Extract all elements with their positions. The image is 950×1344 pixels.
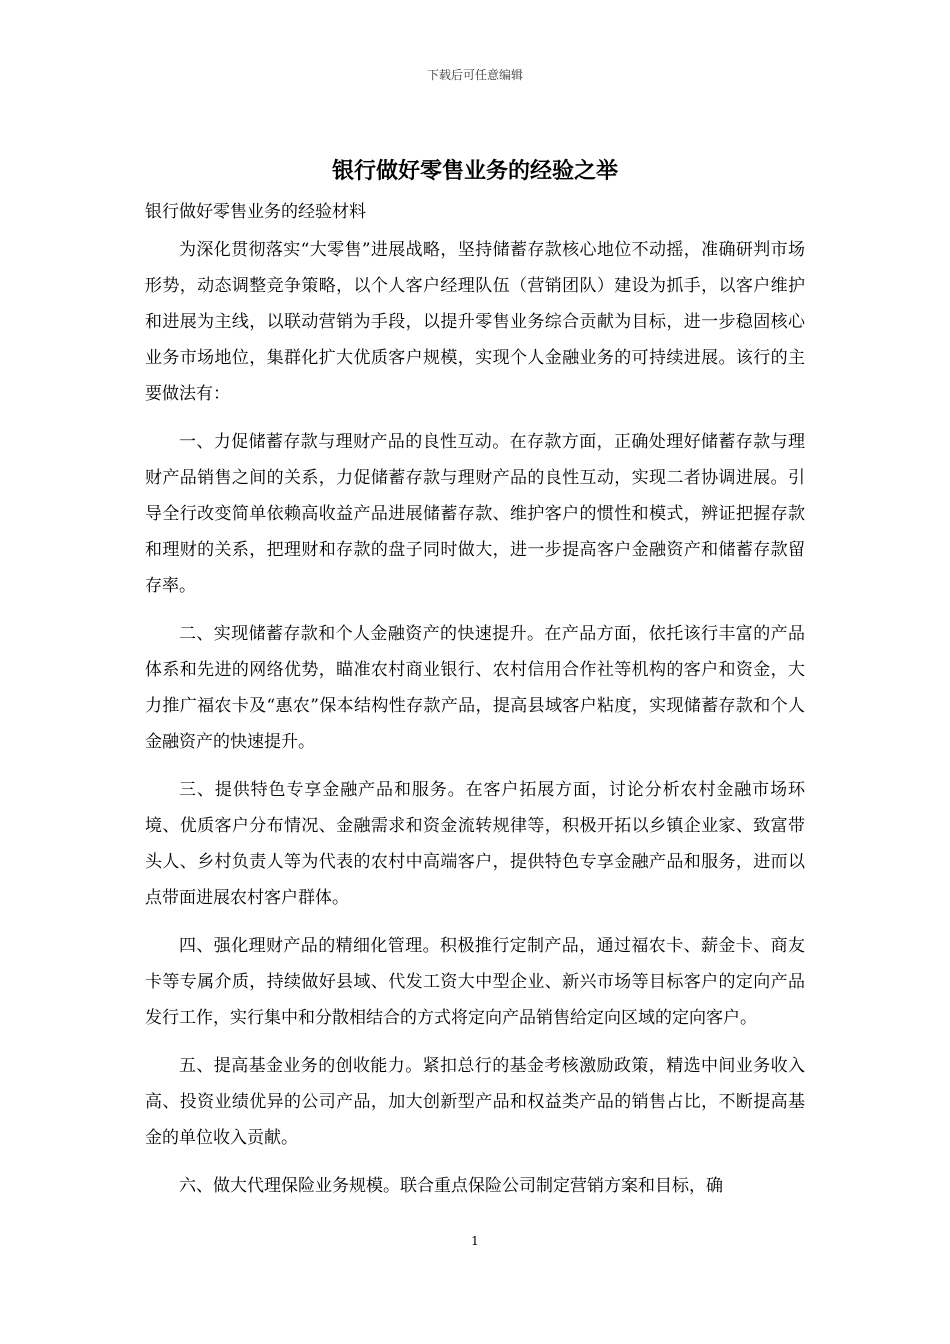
- paragraph-section-1: 一、力促储蓄存款与理财产品的良性互动。在存款方面，正确处理好储蓄存款与理财产品销售之间的关系，力促储蓄存款与理财产品的良性互动，实现二者协调进展。引导全行改变简单依赖高收益产品进展储蓄存款、维护客户的惯性和模式，辨证把握存款和理财的关系，把理财和存款的盘子同时做大，进一步提高客户金融资产和储蓄存款留存率。: [145, 432, 805, 596]
- paragraph-section-6: 六、做大代理保险业务规模。联合重点保险公司制定营销方案和目标，确: [179, 1176, 723, 1196]
- document-subtitle: 银行做好零售业务的经验材料: [145, 202, 366, 222]
- document-body: [145, 232, 805, 1216]
- paragraph-section-3: 三、提供特色专享金融产品和服务。在客户拓展方面，讨论分析农村金融市场环境、优质客户分布情况、金融需求和资金流转规律等，积极开拓以乡镇企业家、致富带头人、乡村负责人等为代表的农村中高端客户，提供特色专享金融产品和服务，进而以点带面进展农村客户群体。: [145, 780, 805, 908]
- paragraph-section-5: 五、提高基金业务的创收能力。紧扣总行的基金考核激励政策，精选中间业务收入高、投资业绩优异的公司产品，加大创新型产品和权益类产品的销售占比，不断提高基金的单位收入贡献。: [145, 1056, 805, 1148]
- document-title: 银行做好零售业务的经验之举: [331, 158, 618, 184]
- paragraph-intro: 为深化贯彻落实“大零售”进展战略，坚持储蓄存款核心地位不动摇，准确研判市场形势，动态调整竞争策略，以个人客户经理队伍（营销团队）建设为抓手，以客户维护和进展为主线，以联动营销为手段，以提升零售业务综合贡献为目标，进一步稳固核心业务市场地位，集群化扩大优质客户规模，实现个人金融业务的可持续进展。该行的主要做法有：: [145, 240, 805, 404]
- page-header: 下载后可任意编辑: [426, 68, 523, 82]
- paragraph-section-4: 四、强化理财产品的精细化管理。积极推行定制产品，通过福农卡、薪金卡、商友卡等专属介质，持续做好县域、代发工资大中型企业、新兴市场等目标客户的定向产品发行工作，实行集中和分散相结合的方式将定向产品销售给定向区域的定向客户。: [145, 936, 805, 1028]
- page-number: 1: [471, 1234, 479, 1248]
- paragraph-section-2: 二、实现储蓄存款和个人金融资产的快速提升。在产品方面，依托该行丰富的产品体系和先进的网络优势，瞄准农村商业银行、农村信用合作社等机构的客户和资金，大力推广福农卡及“惠农”保本结构性存款产品，提高县域客户粘度，实现储蓄存款和个人金融资产的快速提升。: [145, 624, 805, 752]
